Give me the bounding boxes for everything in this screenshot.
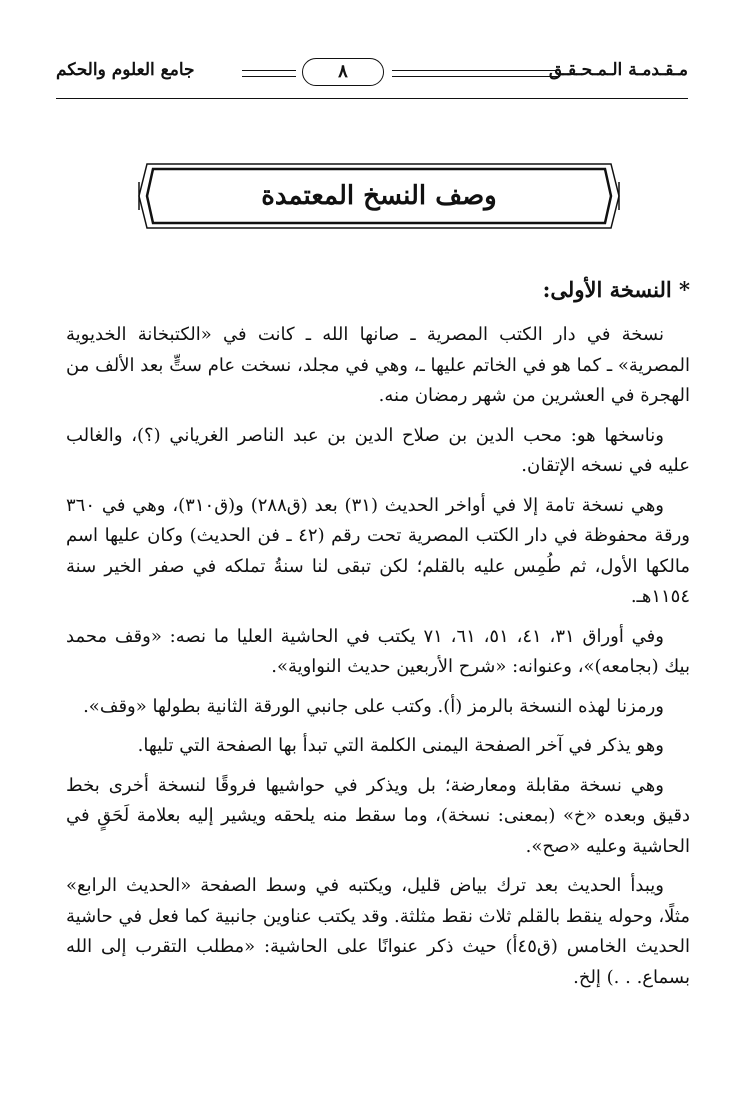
paragraph-6: وهو يذكر في آخر الصفحة اليمنى الكلمة التي تبدأ بها الصفحة التي تليها. — [137, 735, 664, 756]
section-heading: * النسخة الأولى: — [542, 277, 690, 302]
paragraph-4: وفي أوراق ٣١، ٤١، ٥١، ٦١، ٧١ يكتب في الحاشية العليا ما نصه: «وقف محمد بيك (بجامعه)»، وعنوانه: «شرح الأربعين حديث النواوية». — [66, 625, 690, 677]
paragraph-8: ويبدأ الحديث بعد ترك بياض قليل، ويكتبه في وسط الصفحة «الحديث الرابع» مثلًا، وحوله ينقط بالقلم ثلاث نقط مثلثة. وقد يكتب عناوين جانبية كما فعل في حاشية الحديث الخامس (ق٤٥أ) حيث ذكر عنوانًا على الحاشية: «مطلب التقرب إلى الله بسماع. . .) إلخ. — [66, 875, 690, 988]
paragraph-5: ورمزنا لهذه النسخة بالرمز (أ). وكتب على جانبي الورقة الثانية بطولها «وقف». — [83, 695, 664, 717]
paragraph-2: وناسخها هو: محب الدين بن صلاح الدين بن عبد الناصر الغرياني (؟)، والغالب عليه في نسخه الإتقان. — [66, 424, 690, 476]
header-section-title: مـقـدمـة الـمـحـقـق — [548, 60, 688, 80]
paragraph-7: وهي نسخة مقابلة ومعارضة؛ بل ويذكر في حواشيها فروقًا لنسخة أخرى بخط دقيق وبعده «خ» (بمعنى: نسخة)، وما سقط منه يلحقه ويشير إليه بعلامة لَحَقٍ في الحاشية وعليه «صح». — [66, 774, 690, 857]
header-double-rule-left — [242, 70, 296, 77]
running-header — [56, 56, 688, 92]
page-body — [66, 270, 690, 1002]
chapter-title-frame — [137, 160, 621, 232]
paragraph-3: وهي نسخة تامة إلا في أواخر الحديث (٣١) بعد (ق٢٨٨) و(ق٣١٠)، وهي في ٣٦٠ ورقة محفوظة في دار الكتب المصرية تحت رقم (٤٢ ـ فن الحديث) وكان عليها اسم مالكها الأول، ثم طُمِس عليه بالقلم؛ لكن تبقى لنا سنةُ تملكه في صفر الخير سنة ١١٥٤هـ. — [66, 494, 690, 607]
header-underline — [56, 98, 688, 99]
page-number: ٨ — [302, 58, 384, 86]
paragraph-1: نسخة في دار الكتب المصرية ـ صانها الله ـ كانت في «الكتبخانة الخديوية المصرية» ـ كما هو في الخاتم عليها ـ، وهي في مجلد، نسخت عام ستٍّ بعد الألف من الهجرة في العشرين من شهر رمضان منه. — [66, 324, 690, 406]
header-book-title: جامع العلوم والحكم — [56, 60, 195, 80]
chapter-title: وصف النسخ المعتمدة — [261, 181, 497, 211]
header-double-rule-right — [392, 70, 560, 77]
